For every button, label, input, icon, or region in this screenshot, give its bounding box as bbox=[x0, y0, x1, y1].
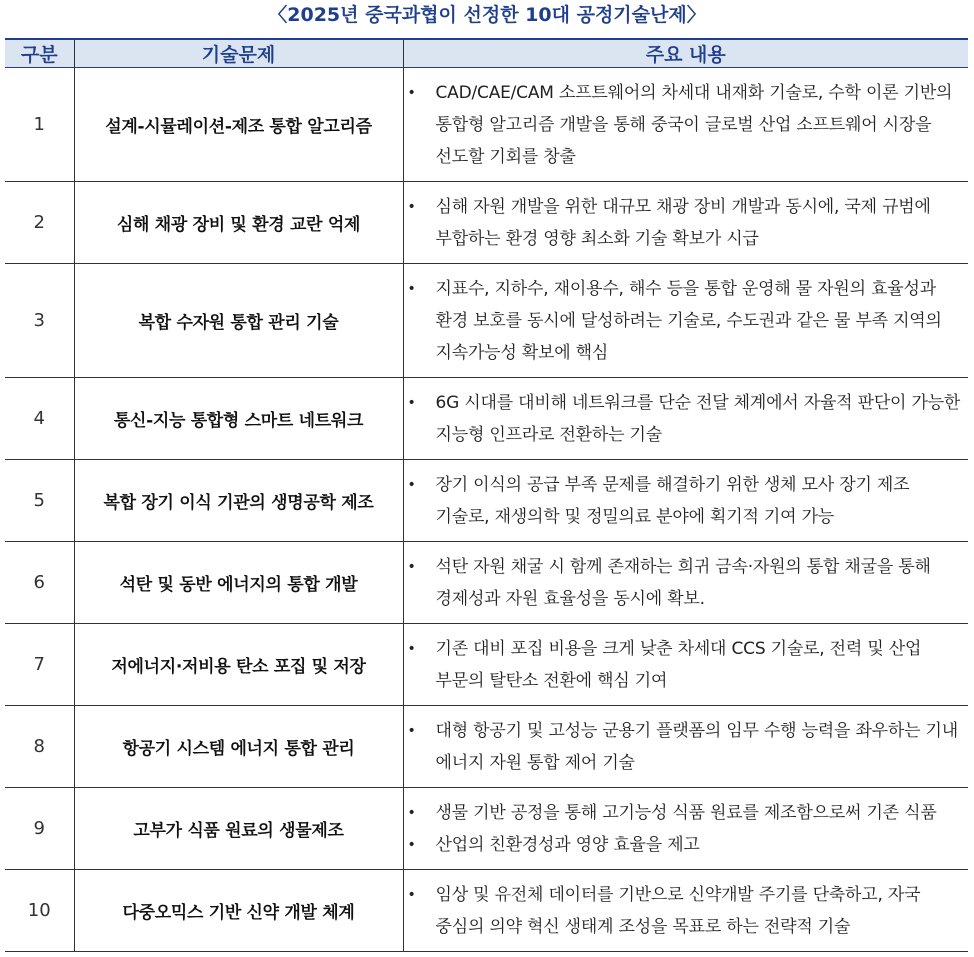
table-row bbox=[5, 264, 968, 378]
bullet-list bbox=[404, 797, 969, 861]
table-row bbox=[5, 378, 968, 460]
row-number: 3 bbox=[5, 264, 74, 378]
bullet-text: 임상 및 유전체 데이터를 기반으로 신약개발 주기를 단축하고, 자국 중심의 의약 혁신 생태계 조성을 목표로 하는 전략적 기술 bbox=[435, 884, 921, 937]
bullet-list bbox=[404, 469, 969, 533]
bullet-list bbox=[404, 77, 969, 173]
main-content-cell bbox=[403, 542, 968, 624]
bullet-list bbox=[404, 715, 969, 779]
row-number: 8 bbox=[5, 706, 74, 788]
main-content-cell bbox=[403, 378, 968, 460]
page-title: 〈2025년 중국과협이 선정한 10대 공정기술난제〉 bbox=[268, 4, 706, 26]
tech-problem-name: 통신-지능 통합형 스마트 네트워크 bbox=[74, 378, 403, 460]
table-row bbox=[5, 542, 968, 624]
main-content-cell bbox=[403, 706, 968, 788]
tech-problem-name: 복합 장기 이식 기관의 생명공학 제조 bbox=[74, 460, 403, 542]
bullet-dot-icon: • bbox=[407, 476, 416, 493]
bullet-text: 석탄 자원 채굴 시 함께 존재하는 희귀 금속·자원의 통합 채굴을 통해 경제성과 자원 효율성을 동시에 확보. bbox=[435, 556, 931, 609]
bullet-item bbox=[404, 469, 969, 533]
bullet-item bbox=[404, 551, 969, 615]
table-row bbox=[5, 460, 968, 542]
column-header-category: 구분 bbox=[5, 39, 74, 68]
table-row bbox=[5, 706, 968, 788]
bullet-dot-icon: • bbox=[407, 886, 416, 903]
tech-problem-name: 다중오믹스 기반 신약 개발 체계 bbox=[74, 870, 403, 952]
main-content-cell bbox=[403, 788, 968, 870]
tech-problem-name: 복합 수자원 통합 관리 기술 bbox=[74, 264, 403, 378]
row-number: 6 bbox=[5, 542, 74, 624]
table-row bbox=[5, 870, 968, 952]
bullet-text: 심해 자원 개발을 위한 대규모 채광 장비 개발과 동시에, 국제 규범에 부합하는 환경 영향 최소화 기술 확보가 시급 bbox=[435, 196, 931, 249]
bullet-list bbox=[404, 273, 969, 369]
table-row bbox=[5, 624, 968, 706]
bullet-list bbox=[404, 387, 969, 451]
row-number: 7 bbox=[5, 624, 74, 706]
bullet-text: 장기 이식의 공급 부족 문제를 해결하기 위한 생체 모사 장기 제조 기술로, 재생의학 및 정밀의료 분야에 획기적 기여 가능 bbox=[435, 474, 910, 527]
main-content-cell bbox=[403, 182, 968, 264]
bullet-item bbox=[404, 829, 969, 861]
bullet-text: 대형 항공기 및 고성능 군용기 플랫폼의 임무 수행 능력을 좌우하는 기내 에너지 자원 통합 제어 기술 bbox=[435, 720, 958, 773]
bullet-item bbox=[404, 797, 969, 829]
bullet-dot-icon: • bbox=[407, 84, 416, 101]
row-number: 9 bbox=[5, 788, 74, 870]
bullet-item bbox=[404, 191, 969, 255]
bullet-dot-icon: • bbox=[407, 640, 416, 657]
bullet-dot-icon: • bbox=[407, 280, 416, 297]
table-row bbox=[5, 788, 968, 870]
bullet-item bbox=[404, 387, 969, 451]
bullet-list bbox=[404, 551, 969, 615]
column-header-problem: 기술문제 bbox=[74, 39, 403, 68]
bullet-text: 산업의 친환경성과 영양 효율을 제고 bbox=[435, 834, 700, 855]
bullet-dot-icon: • bbox=[407, 558, 416, 575]
bullet-item bbox=[404, 273, 969, 369]
tech-problem-name: 항공기 시스템 에너지 통합 관리 bbox=[74, 706, 403, 788]
bullet-list bbox=[404, 191, 969, 255]
bullet-text: 지표수, 지하수, 재이용수, 해수 등을 통합 운영해 물 자원의 효율성과 환경 보호를 동시에 달성하려는 기술로, 수도권과 같은 물 부족 지역의 지속가능성 확보에 핵심 bbox=[435, 278, 942, 363]
bullet-text: CAD/CAE/CAM 소프트웨어의 차세대 내재화 기술로, 수학 이론 기반의 통합형 알고리즘 개발을 통해 중국이 글로벌 산업 소프트웨어 시장을 선도할 기회를 창출 bbox=[435, 82, 953, 167]
tech-problem-name: 석탄 및 동반 에너지의 통합 개발 bbox=[74, 542, 403, 624]
table-row bbox=[5, 182, 968, 264]
tech-problem-name: 심해 채광 장비 및 환경 교란 억제 bbox=[74, 182, 403, 264]
main-content-cell bbox=[403, 68, 968, 182]
bullet-item bbox=[404, 879, 969, 943]
main-content-cell bbox=[403, 460, 968, 542]
bullet-text: 6G 시대를 대비해 네트워크를 단순 전달 체계에서 자율적 판단이 가능한 지능형 인프라로 전환하는 기술 bbox=[435, 392, 961, 445]
bullet-dot-icon: • bbox=[407, 836, 416, 853]
bullet-item bbox=[404, 77, 969, 173]
tech-problem-name: 저에너지·저비용 탄소 포집 및 저장 bbox=[74, 624, 403, 706]
table-header-row bbox=[5, 39, 968, 68]
bullet-dot-icon: • bbox=[407, 198, 416, 215]
tech-problems-table bbox=[5, 38, 968, 952]
tech-problem-name: 고부가 식품 원료의 생물제조 bbox=[74, 788, 403, 870]
bullet-dot-icon: • bbox=[407, 394, 416, 411]
column-header-content: 주요 내용 bbox=[403, 39, 968, 68]
bullet-item bbox=[404, 715, 969, 779]
main-content-cell bbox=[403, 264, 968, 378]
bullet-list bbox=[404, 633, 969, 697]
row-number: 2 bbox=[5, 182, 74, 264]
bullet-list bbox=[404, 879, 969, 943]
row-number: 1 bbox=[5, 68, 74, 182]
row-number: 4 bbox=[5, 378, 74, 460]
row-number: 5 bbox=[5, 460, 74, 542]
table-row bbox=[5, 68, 968, 182]
bullet-dot-icon: • bbox=[407, 722, 416, 739]
bullet-text: 기존 대비 포집 비용을 크게 낮춘 차세대 CCS 기술로, 전력 및 산업 부문의 탈탄소 전환에 핵심 기여 bbox=[435, 638, 922, 691]
tech-problem-name: 설계-시뮬레이션-제조 통합 알고리즘 bbox=[74, 68, 403, 182]
row-number: 10 bbox=[5, 870, 74, 952]
bullet-text: 생물 기반 공정을 통해 고기능성 식품 원료를 제조함으로써 기존 식품 bbox=[435, 802, 937, 823]
bullet-item bbox=[404, 633, 969, 697]
main-content-cell bbox=[403, 624, 968, 706]
main-content-cell bbox=[403, 870, 968, 952]
bullet-dot-icon: • bbox=[407, 804, 416, 821]
